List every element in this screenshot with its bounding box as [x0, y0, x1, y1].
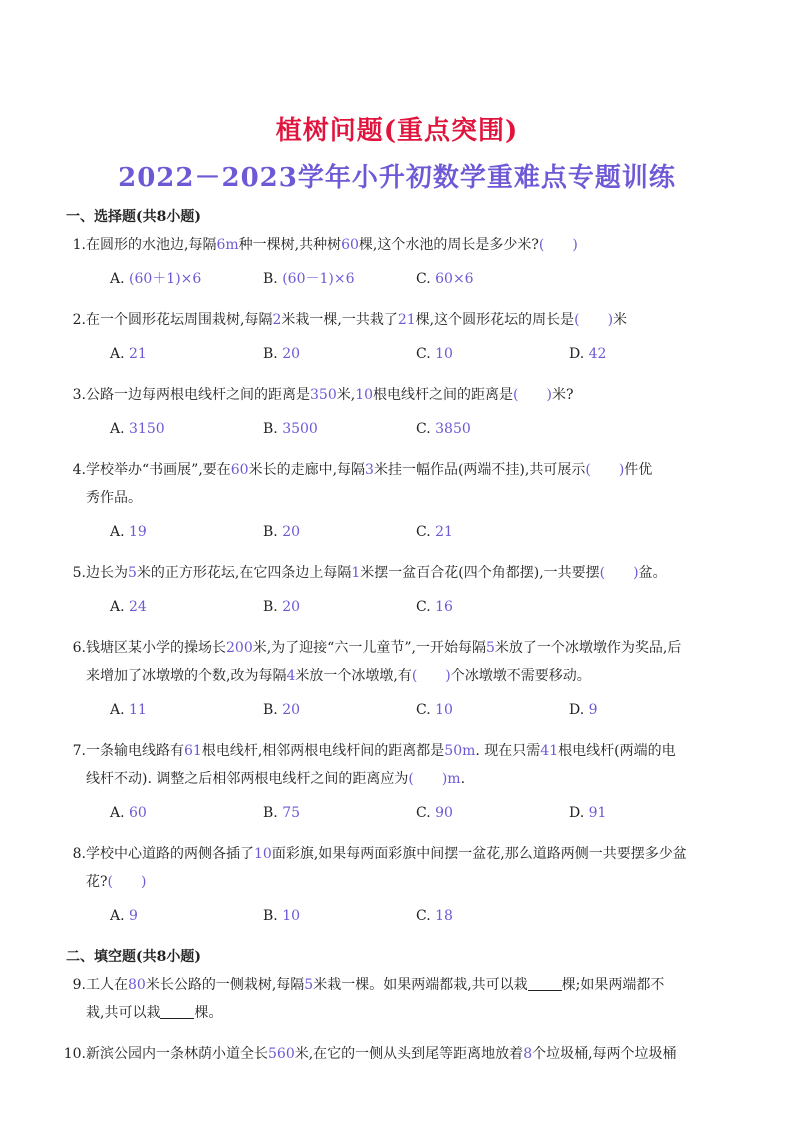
option-d[interactable]: D. 9	[569, 702, 598, 718]
options	[86, 902, 736, 930]
section-heading-fill: 二、填空题(共8小题)	[66, 949, 201, 965]
question-number: 5.	[72, 565, 86, 581]
page-title: 植树问题(重点突围)	[275, 116, 519, 146]
question-1	[66, 231, 736, 293]
option-b[interactable]: B. 20	[263, 346, 301, 362]
options	[86, 265, 736, 293]
option-c[interactable]: C. 90	[416, 805, 453, 821]
question-number: 3.	[72, 387, 86, 403]
question-6	[66, 634, 736, 724]
answer-blank[interactable]	[160, 1004, 194, 1019]
question-list	[63, 203, 736, 1068]
question-number: 10.	[63, 1046, 86, 1062]
option-c[interactable]: C. 10	[416, 702, 453, 718]
question-8	[66, 840, 736, 930]
question-number: 6.	[72, 640, 86, 656]
option-a[interactable]: A. (60＋1)×6	[110, 271, 202, 287]
option-a[interactable]: A. 21	[110, 346, 147, 362]
option-d[interactable]: D. 91	[569, 805, 607, 821]
option-a[interactable]: A. 11	[110, 702, 147, 718]
options	[86, 340, 736, 368]
question-4	[66, 456, 736, 546]
question-number: 8.	[72, 846, 86, 862]
option-c[interactable]: C. 60×6	[416, 271, 474, 287]
option-b[interactable]: B. 75	[263, 805, 301, 821]
option-b[interactable]: B. 20	[263, 524, 301, 540]
options	[86, 799, 736, 827]
question-5	[66, 559, 736, 621]
question-number: 1.	[72, 237, 86, 253]
question-number: 2.	[72, 312, 86, 328]
option-a[interactable]: A. 19	[110, 524, 147, 540]
question-number: 4.	[72, 462, 86, 478]
option-a[interactable]: A. 60	[110, 805, 147, 821]
option-c[interactable]: C. 10	[416, 346, 453, 362]
option-a[interactable]: A. 3150	[110, 421, 165, 437]
option-b[interactable]: B. 3500	[263, 421, 318, 437]
question-text: 边长为5米的正方形花坛,在它四条边上每隔1米摆一盆百合花(四个角都摆),一共要摆( )盆。	[86, 565, 667, 581]
page-subtitle: 2022－2023学年小升初数学重难点专题训练	[118, 163, 676, 193]
options	[86, 518, 736, 546]
question-3	[66, 381, 736, 443]
options	[86, 696, 736, 724]
question-text: 在圆形的水池边,每隔6m种一棵树,共种树60棵,这个水池的周长是多少米?( )	[86, 237, 578, 253]
options	[86, 415, 736, 443]
question-text: 工人在80米长公路的一侧栽树,每隔5米栽一棵。如果两端都栽,共可以栽 棵;如果两端都不 栽,共可以栽 棵。	[86, 977, 665, 1021]
option-c[interactable]: C. 18	[416, 908, 453, 924]
question-number: 7.	[72, 743, 86, 759]
question-9	[66, 971, 736, 1027]
question-text: 新滨公园内一条林荫小道全长560米,在它的一侧从头到尾等距离地放着8个垃圾桶,每两个垃圾桶	[86, 1046, 677, 1062]
option-c[interactable]: C. 16	[416, 599, 453, 615]
question-text: 学校举办“书画展”,要在60米长的走廊中,每隔3米挂一幅作品(两端不挂),共可展示( )件优 秀作品。	[86, 462, 653, 506]
option-b[interactable]: B. 20	[263, 599, 301, 615]
option-b[interactable]: B. 10	[263, 908, 301, 924]
option-d[interactable]: D. 42	[569, 346, 607, 362]
question-2	[66, 306, 736, 368]
question-text: 在一个圆形花坛周围栽树,每隔2米栽一棵,一共栽了21棵,这个圆形花坛的周长是( )米	[86, 312, 628, 328]
question-10	[63, 1040, 736, 1068]
question-text: 学校中心道路的两侧各插了10面彩旗,如果每两面彩旗中间摆一盆花,那么道路两侧一共要摆多少盆 花?( )	[86, 846, 687, 890]
section-heading-choice: 一、选择题(共8小题)	[66, 209, 201, 225]
option-b[interactable]: B. 20	[263, 702, 301, 718]
question-7	[66, 737, 736, 827]
options	[86, 593, 736, 621]
option-c[interactable]: C. 3850	[416, 421, 471, 437]
answer-blank[interactable]	[528, 976, 562, 991]
option-b[interactable]: B. (60－1)×6	[263, 271, 355, 287]
question-text: 一条输电线路有61根电线杆,相邻两根电线杆间的距离都是50m. 现在只需41根电线杆(两端的电 线杆不动). 调整之后相邻两根电线杆之间的距离应为( )m.	[86, 743, 676, 787]
option-a[interactable]: A. 9	[110, 908, 138, 924]
question-text: 公路一边每两根电线杆之间的距离是350米,10根电线杆之间的距离是( )米?	[86, 387, 574, 403]
option-c[interactable]: C. 21	[416, 524, 453, 540]
question-text: 钱塘区某小学的操场长200米,为了迎接“六一儿童节”,一开始每隔5米放了一个冰墩墩作为奖品,后 来增加了冰墩墩的个数,改为每隔4米放一个冰墩墩,有( )个冰墩墩不需要移动。	[86, 640, 682, 684]
option-a[interactable]: A. 24	[110, 599, 147, 615]
question-number: 9.	[72, 977, 86, 993]
